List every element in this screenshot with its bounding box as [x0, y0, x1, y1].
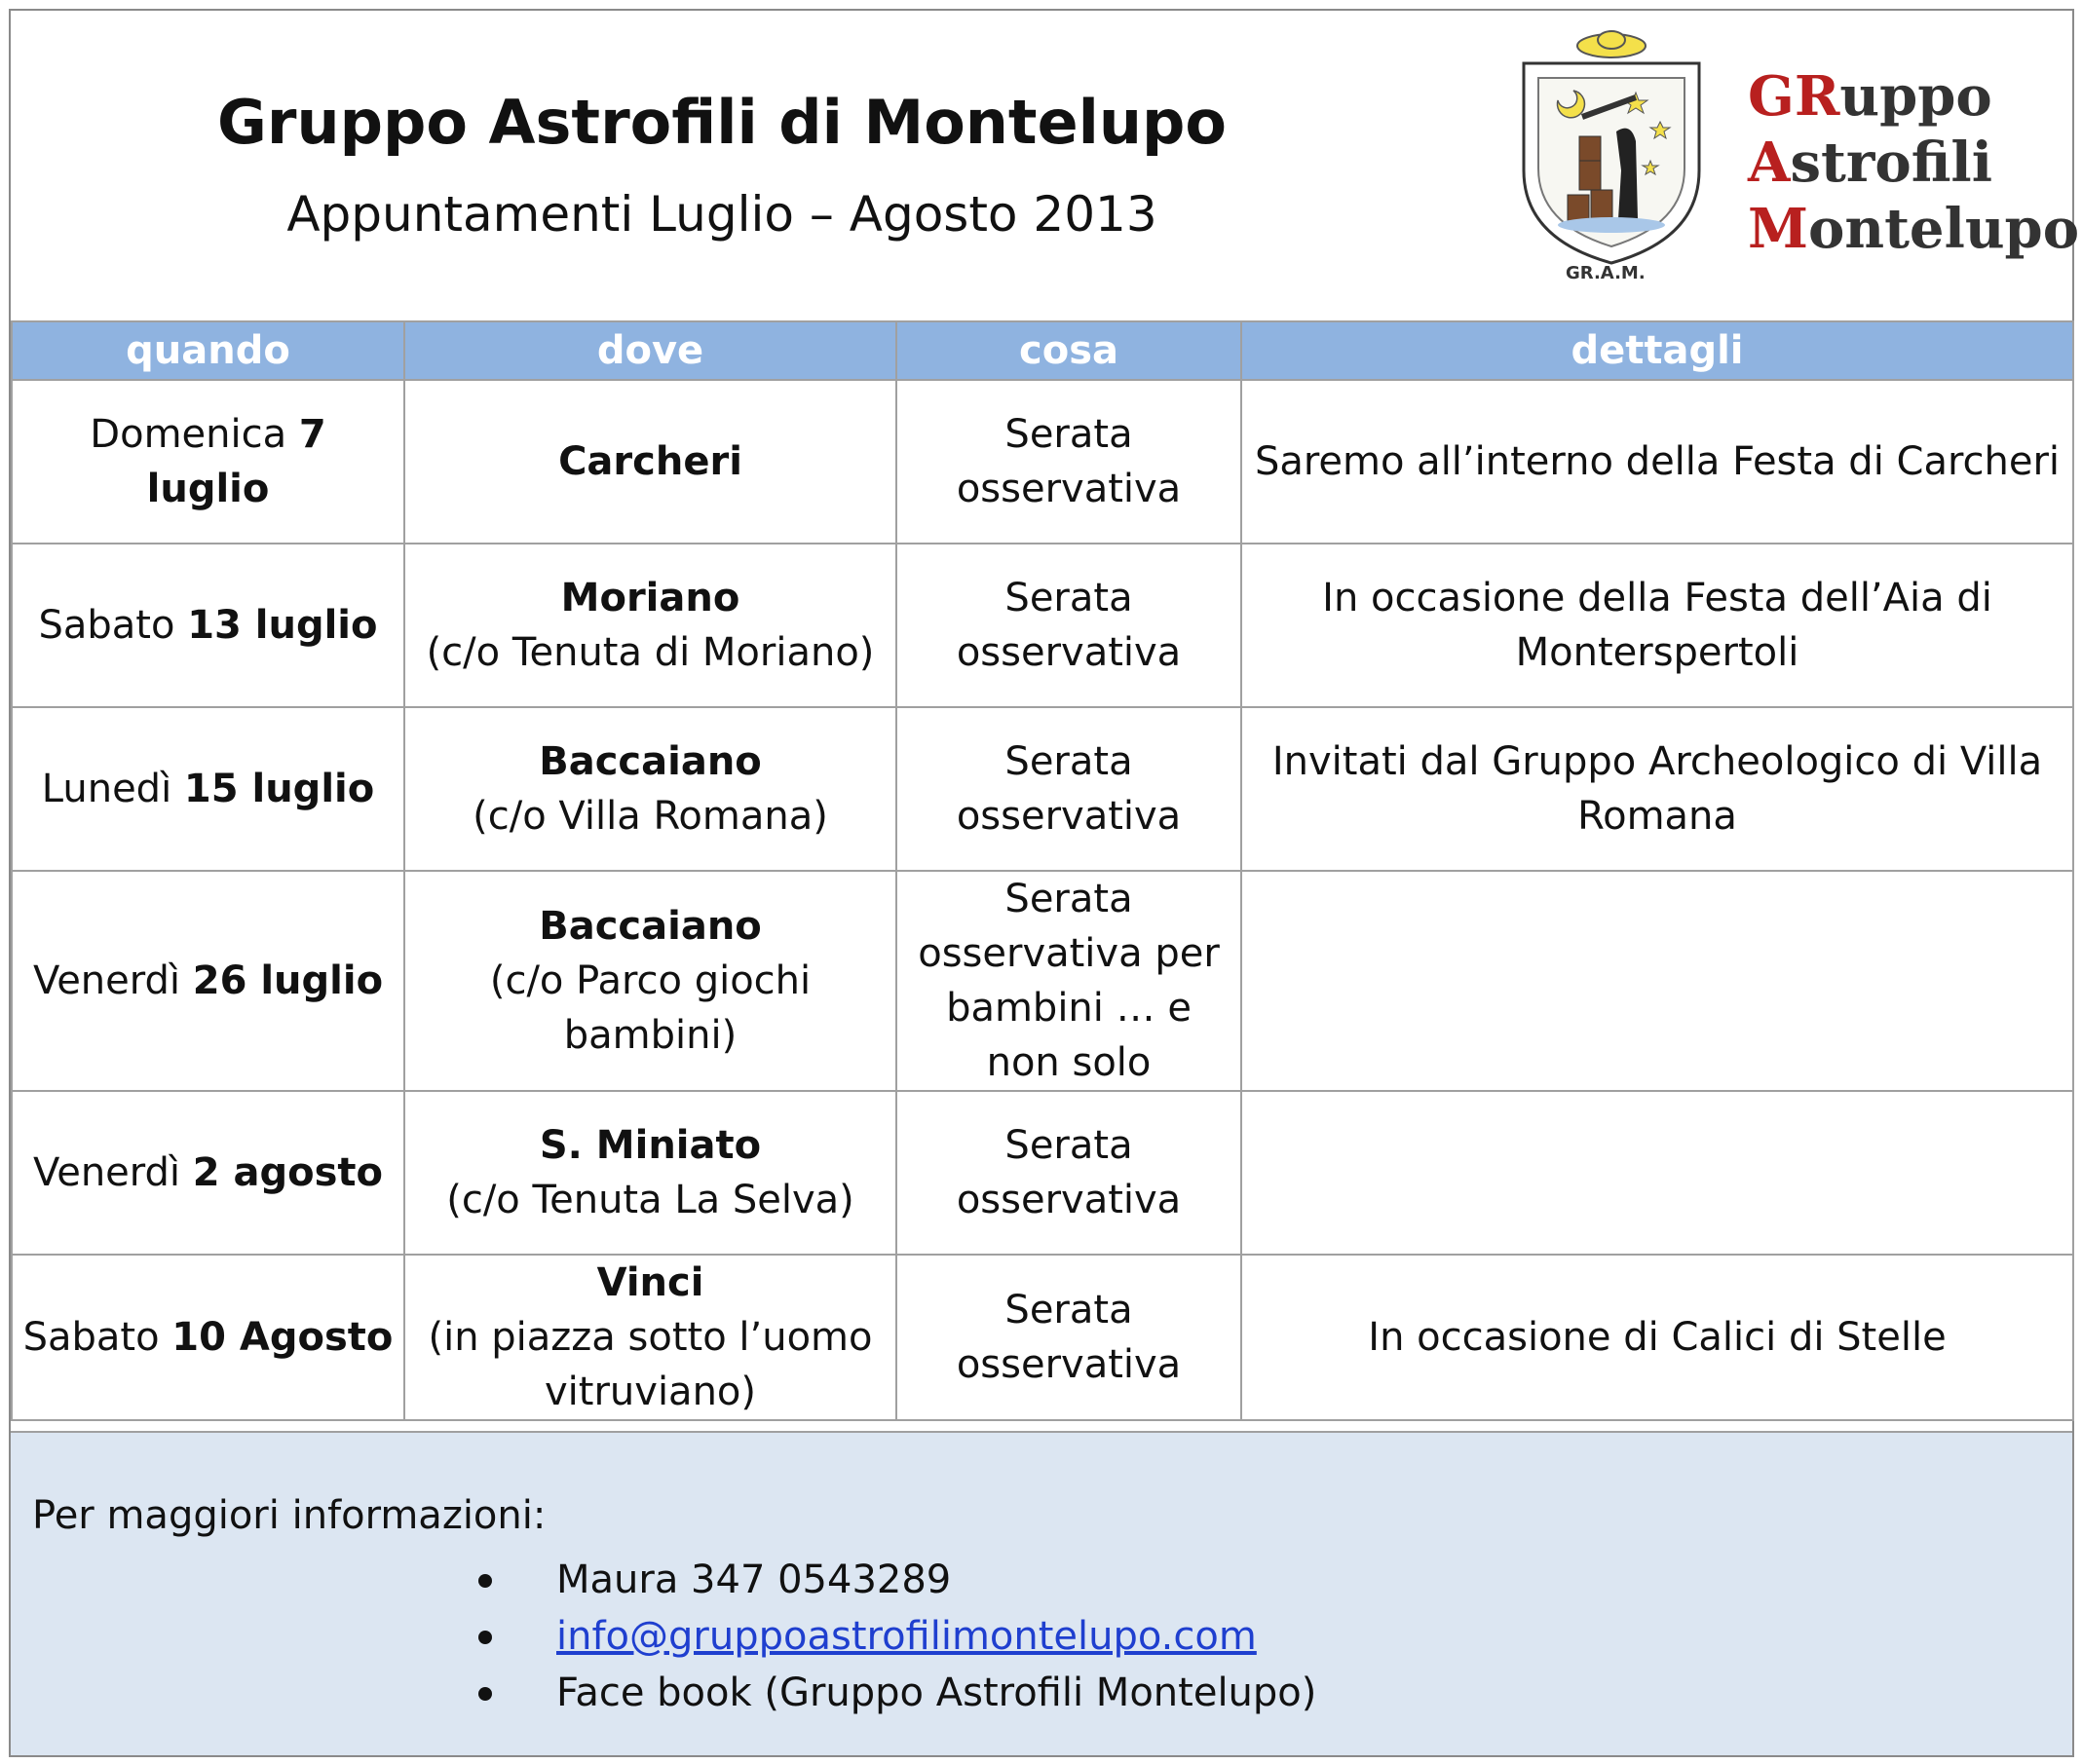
cell-where: Baccaiano (c/o Parco giochi bambini) [404, 871, 896, 1091]
cell-details: Saremo all’interno della Festa di Carcheri [1241, 380, 2073, 544]
email-link[interactable]: info@gruppoastrofilimontelupo.com [556, 1614, 1257, 1659]
column-header-quando: quando [12, 321, 404, 380]
table-row [12, 1255, 2073, 1420]
list-item [478, 1665, 1316, 1721]
contact-footer [11, 1431, 2072, 1755]
bullet-icon [478, 1687, 492, 1701]
column-header-dove: dove [404, 321, 896, 380]
cell-when: Venerdì 26 luglio [12, 871, 404, 1091]
info-label: Per maggiori informazioni: [32, 1493, 547, 1538]
column-header-cosa: cosa [896, 321, 1241, 380]
logo-line-2: Astrofili [1748, 131, 1992, 195]
cell-when: Venerdì 2 agosto [12, 1091, 404, 1255]
cell-when: Sabato 13 luglio [12, 544, 404, 707]
table-row [12, 707, 2073, 871]
cell-details: Invitati dal Gruppo Archeologico di Villa Romana [1241, 707, 2073, 871]
cell-when: Domenica 7 luglio [12, 380, 404, 544]
table-row [12, 1091, 2073, 1255]
cell-what: Serata osservativa [896, 1255, 1241, 1420]
table-row [12, 871, 2073, 1091]
cell-what: Serata osservativa per bambini … e non solo [896, 871, 1241, 1091]
page-subtitle: Appuntamenti Luglio – Agosto 2013 [286, 186, 1157, 243]
schedule-sheet [9, 9, 2080, 1757]
schedule-table [11, 320, 2074, 1421]
cell-what: Serata osservativa [896, 544, 1241, 707]
table-row [12, 380, 2073, 544]
page-title: Gruppo Astrofili di Montelupo [217, 87, 1227, 158]
header [11, 11, 2080, 320]
logo-caption: GR.A.M. [1566, 263, 1646, 283]
list-item [478, 1552, 1316, 1608]
cell-where: S. Miniato (c/o Tenuta La Selva) [404, 1091, 896, 1255]
logo-line-1: GRuppo [1748, 64, 1992, 129]
list-item [478, 1608, 1316, 1665]
table-header-row [12, 321, 2073, 380]
contact-list [478, 1552, 1316, 1721]
bullet-icon [478, 1574, 492, 1588]
club-crest-icon [1490, 24, 1733, 268]
logo-line-3: Montelupo [1748, 197, 2080, 261]
logo-wordmark [1748, 63, 2079, 262]
cell-when: Sabato 10 Agosto [12, 1255, 404, 1420]
cell-where: Baccaiano (c/o Villa Romana) [404, 707, 896, 871]
contact-phone: Maura 347 0543289 [556, 1558, 952, 1602]
table-row [12, 544, 2073, 707]
club-logo [1490, 24, 2080, 287]
cell-where: Vinci (in piazza sotto l’uomo vitruviano) [404, 1255, 896, 1420]
cell-where: Carcheri [404, 380, 896, 544]
cell-where: Moriano (c/o Tenuta di Moriano) [404, 544, 896, 707]
cell-what: Serata osservativa [896, 707, 1241, 871]
bullet-icon [478, 1631, 492, 1644]
column-header-dettagli: dettagli [1241, 321, 2073, 380]
cell-details [1241, 871, 2073, 1091]
cell-what: Serata osservativa [896, 1091, 1241, 1255]
cell-what: Serata osservativa [896, 380, 1241, 544]
cell-details: In occasione della Festa dell’Aia di Monterspertoli [1241, 544, 2073, 707]
contact-social: Face book (Gruppo Astrofili Montelupo) [556, 1670, 1317, 1715]
cell-when: Lunedì 15 luglio [12, 707, 404, 871]
cell-details: In occasione di Calici di Stelle [1241, 1255, 2073, 1420]
cell-details [1241, 1091, 2073, 1255]
